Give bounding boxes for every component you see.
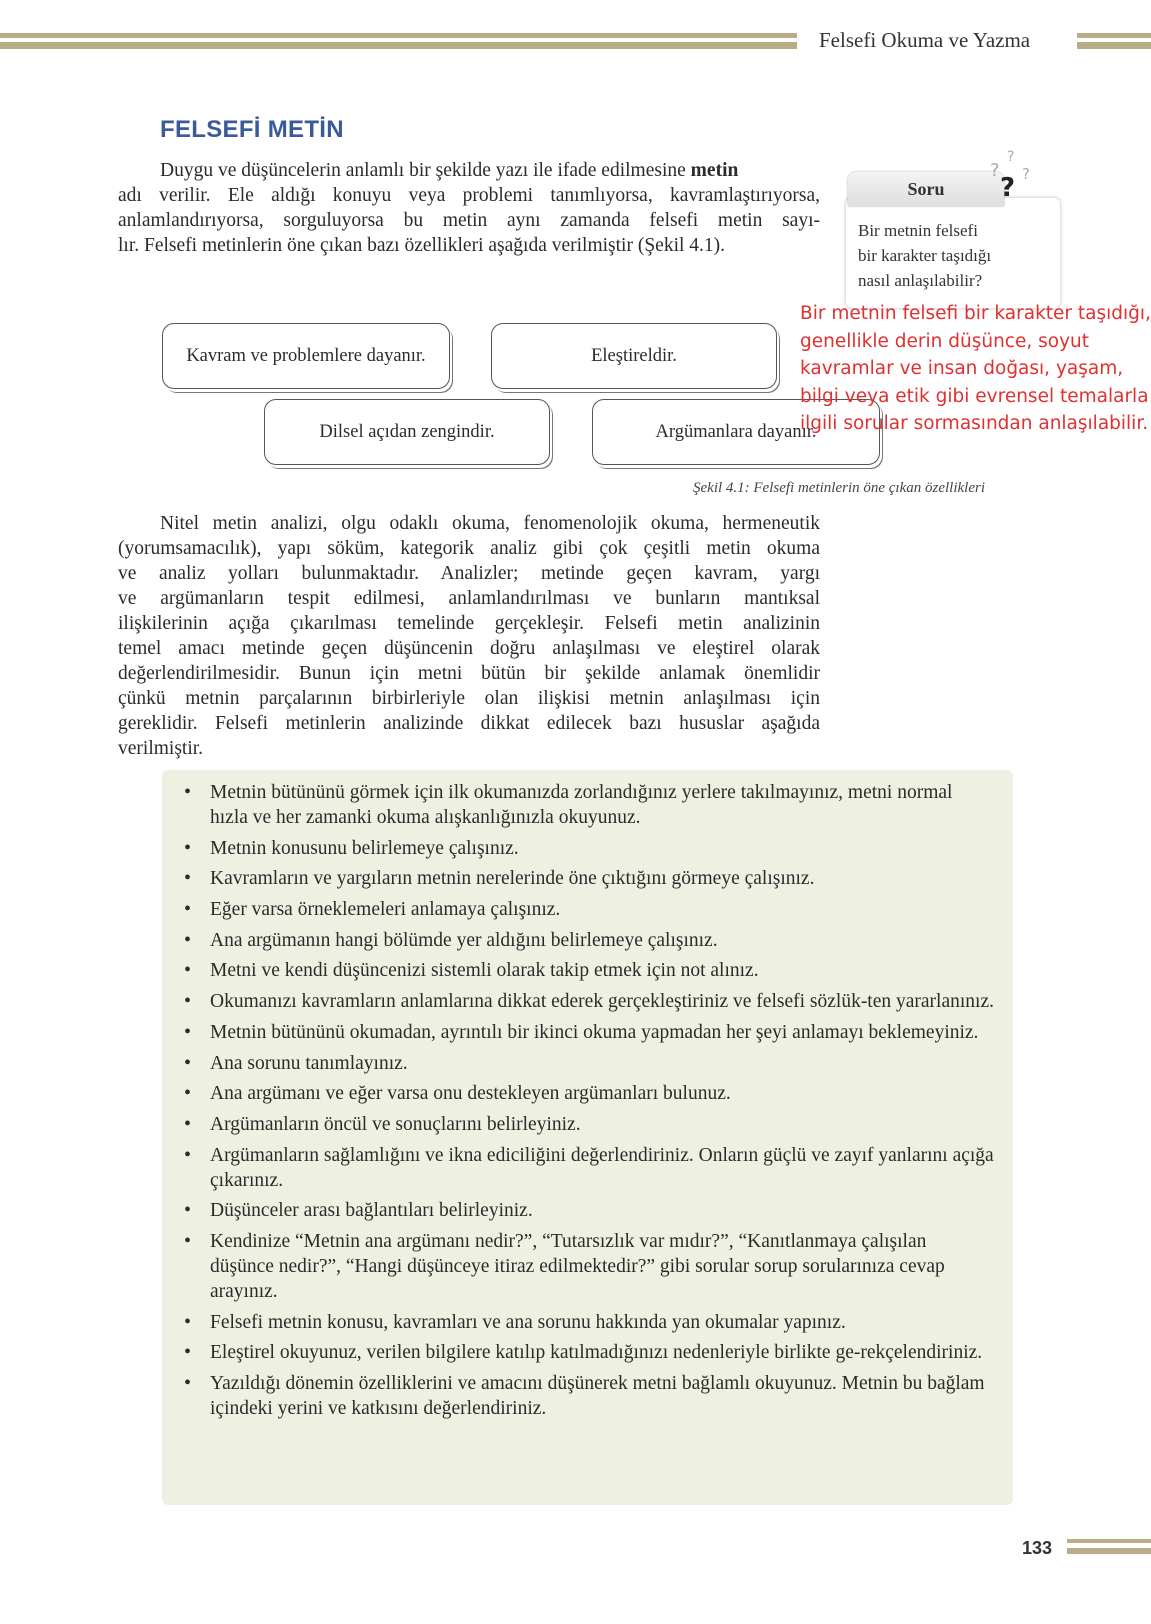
list-item: • Argümanların sağlamlığını ve ikna ediciliğini değerlendiriniz. Onların güçlü ve zayıf yanlarını açığa çıkarınız. bbox=[162, 1143, 1013, 1193]
list-item: • Düşünceler arası bağlantıları belirleyiniz. bbox=[162, 1198, 1013, 1223]
body-line: gereklidir. Felsefi metinlerin analizinde dikkat edilecek bazı hususlar aşağıda bbox=[118, 713, 820, 734]
feature-box-critical: Eleştireldir. bbox=[491, 323, 777, 389]
intro-paragraph bbox=[118, 158, 820, 258]
header-stripe-right-bottom bbox=[1077, 42, 1151, 49]
feature-box-linguistic: Dilsel açıdan zengindir. bbox=[264, 399, 550, 465]
list-item: • Eleştirel okuyunuz, verilen bilgilere katılıp katılmadığınızı nedenleriyle birlikte ge-rekçelendiriniz. bbox=[162, 1340, 1013, 1365]
intro-line: adı verilir. Ele aldığı konuyu veya problemi tanımlıyorsa, kavramlaştırıyorsa, bbox=[118, 185, 820, 206]
question-label: Soru bbox=[848, 172, 1004, 206]
body-line: çünkü metnin parçalarının birbirleriyle olan ilişkisi metnin anlaşılması için bbox=[118, 688, 820, 709]
list-item: • Ana sorunu tanımlayınız. bbox=[162, 1051, 1013, 1076]
footer-stripe-bottom bbox=[1067, 1548, 1151, 1554]
list-item: • Metnin konusunu belirlemeye çalışınız. bbox=[162, 836, 1013, 861]
list-item: • Kendinize “Metnin ana argümanı nedir?”, “Tutarsızlık var mıdır?”, “Kanıtlanmaya çalışılan düşünce nedir?”, “Hangi düşünceye itiraz edilmektedir?” gibi sorular sorup sorularınıza cevap arayınız. bbox=[162, 1229, 1013, 1304]
body-line: ve argümanların tespit edilmesi, anlamlandırılması ve bunların mantıksal bbox=[118, 588, 820, 609]
list-item: • Yazıldığı dönemin özelliklerini ve amacını düşünerek metni bağlamlı okuyunuz. Metnin bu bağlam içindeki yerini ve katkısını değerlendiriniz. bbox=[162, 1371, 1013, 1421]
list-item: • Ana argümanı ve eğer varsa onu destekleyen argümanları bulunuz. bbox=[162, 1081, 1013, 1106]
header-title: Felsefi Okuma ve Yazma bbox=[819, 28, 1031, 52]
question-text: Bir metnin felsefi bir karakter taşıdığı nasıl anlaşılabilir? bbox=[858, 221, 992, 290]
feature-box-concepts: Kavram ve problemlere dayanır. bbox=[162, 323, 450, 389]
tips-box bbox=[162, 770, 1013, 1505]
intro-line: Duygu ve düşüncelerin anlamlı bir şekilde yazı ile ifade edilmesine metin bbox=[160, 160, 739, 181]
body-line: temel amacı metinde geçen düşüncenin doğru anlaşılması ve eleştirel olarak bbox=[118, 638, 820, 659]
list-item: • Metnin bütününü okumadan, ayrıntılı bir ikinci okuma yapmadan her şeyi anlamayı beklemeyiniz. bbox=[162, 1020, 1013, 1045]
list-item: • Metni ve kendi düşüncenizi sistemli olarak takip etmek için not alınız. bbox=[162, 958, 1013, 983]
list-item: • Ana argümanın hangi bölümde yer aldığını belirlemeye çalışınız. bbox=[162, 928, 1013, 953]
footer-stripe-top bbox=[1067, 1539, 1151, 1543]
page-number: 133 bbox=[1022, 1538, 1053, 1558]
feature-box-arguments: Argümanlara dayanır. bbox=[592, 399, 880, 465]
header-stripe-left-bottom bbox=[0, 42, 797, 49]
list-item: • Metnin bütününü görmek için ilk okumanızda zorlandığınız yerlere takılmayınız, metni normal hızla ve her zamanki okuma alışkanlığınızla okuyunuz. bbox=[162, 780, 1013, 830]
list-item: • Argümanların öncül ve sonuçlarını belirleyiniz. bbox=[162, 1112, 1013, 1137]
figure-caption: Şekil 4.1: Felsefi metinlerin öne çıkan özellikleri bbox=[693, 480, 985, 496]
body-line: (yorumsamacılık), yapı söküm, kategorik analiz gibi çok çeşitli metin okuma bbox=[118, 538, 820, 559]
list-item: • Kavramların ve yargıların metnin nerelerinde öne çıktığını görmeye çalışınız. bbox=[162, 866, 1013, 891]
body-line: ve analiz yolları bulunmaktadır. Analizler; metinde geçen kavram, yargı bbox=[118, 563, 820, 584]
handwritten-answer: Bir metnin felsefi bir karakter taşıdığı, genellikle derin düşünce, soyut kavramlar ve insan doğası, yaşam, bilgi veya etik gibi evrensel temalarla ilgili sorular sormasından anlaşılabilir. bbox=[800, 303, 1151, 434]
body-line: verilmiştir. bbox=[118, 738, 204, 759]
body-paragraph bbox=[118, 511, 820, 761]
intro-line: anlamlandırıyorsa, sorguluyorsa bu metin aynı zamanda felsefi metin sayı- bbox=[118, 210, 820, 231]
section-title: FELSEFİ METİN bbox=[160, 116, 344, 143]
intro-line: lır. Felsefi metinlerin öne çıkan bazı özellikleri aşağıda verilmiştir (Şekil 4.1). bbox=[118, 235, 726, 256]
header-stripe-left-top bbox=[0, 33, 797, 38]
body-line: ilişkilerinin açığa çıkarılması temelinde gerçekleşir. Felsefi metin analizinin bbox=[118, 613, 820, 634]
header-stripe-right-top bbox=[1077, 33, 1151, 38]
body-line: Nitel metin analizi, olgu odaklı okuma, fenomenolojik okuma, hermeneutik bbox=[160, 513, 820, 534]
list-item: • Felsefi metnin konusu, kavramları ve ana sorunu hakkında yan okumalar yapınız. bbox=[162, 1310, 1013, 1335]
list-item: • Okumanızı kavramların anlamlarına dikkat ederek gerçekleştiriniz ve felsefi sözlük-ten yararlanınız. bbox=[162, 989, 1013, 1014]
list-item: • Eğer varsa örneklemeleri anlamaya çalışınız. bbox=[162, 897, 1013, 922]
body-line: değerlendirilmesidir. Bunun için metni bütün bir şekilde anlamak önemlidir bbox=[118, 663, 820, 684]
tips-list bbox=[162, 770, 1013, 1421]
